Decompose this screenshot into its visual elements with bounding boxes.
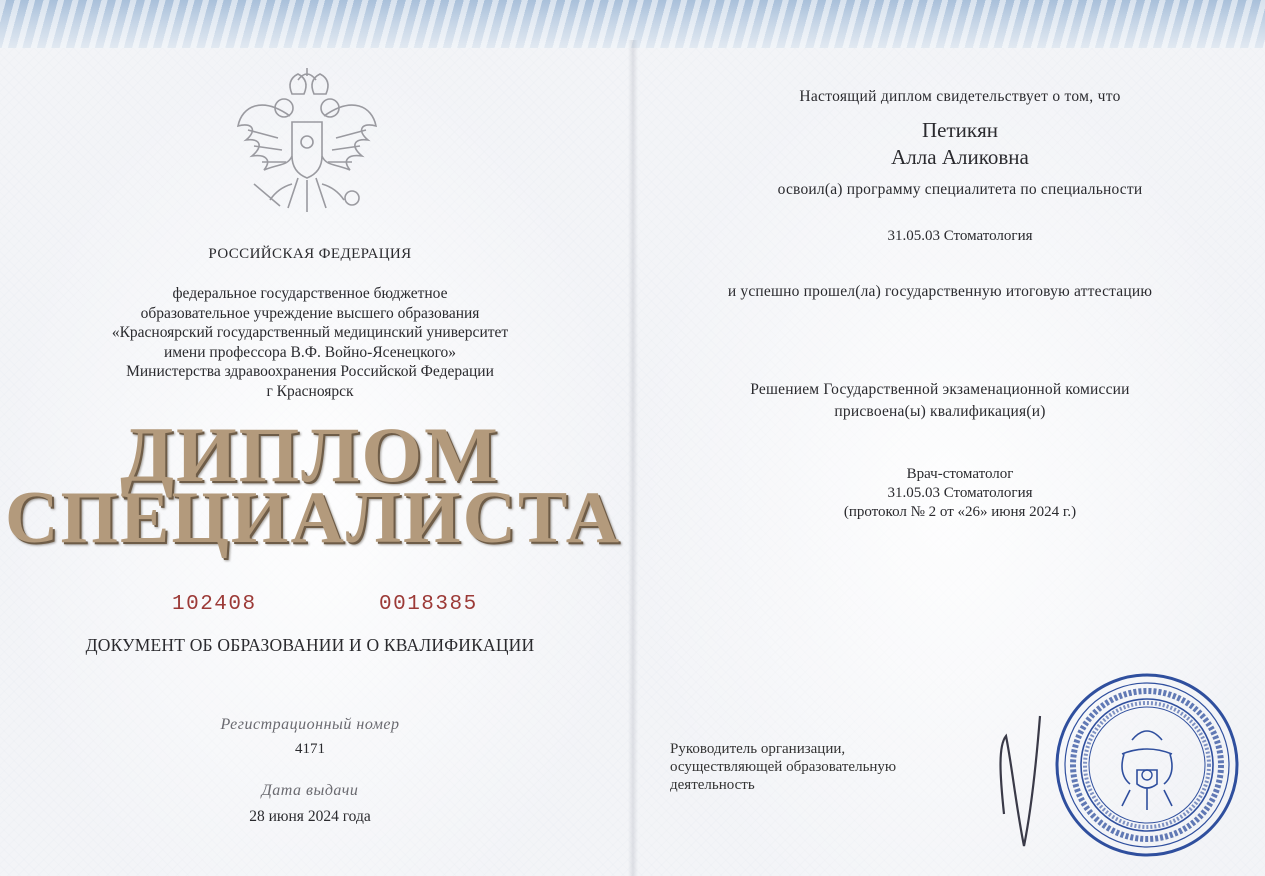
institution-line: образовательное учреждение высшего образования — [140, 304, 480, 322]
graduate-surname: Петикян — [921, 118, 998, 142]
institution-line: г Красноярск — [266, 382, 354, 400]
institution-line: «Красноярский государственный медицинский университет — [111, 324, 509, 341]
page-fold — [628, 40, 638, 876]
diploma-number: 0018385 — [379, 593, 478, 616]
issue-date-label: Дата выдачи — [261, 782, 359, 799]
qualification-line: 31.05.03 Стоматология — [887, 485, 1033, 501]
specialty: 31.05.03 Стоматология — [887, 228, 1033, 244]
diploma-series: 102408 — [172, 593, 257, 616]
attestation-statement: и успешно прошел(ла) государственную итоговую аттестацию — [727, 283, 1153, 300]
head-label-line: деятельность — [670, 777, 755, 793]
registration-number: 4171 — [295, 741, 325, 757]
institution-line: федеральное государственное бюджетное — [172, 285, 448, 302]
qualification-line: Врач-стоматолог — [906, 466, 1014, 482]
institution-name — [60, 284, 560, 401]
diploma-title-line1: ДИПЛОМ — [120, 411, 500, 498]
institution-line: имени профессора В.Ф. Войно-Ясенецкого» — [163, 343, 457, 361]
coat-of-arms-icon — [232, 66, 382, 218]
qualification-assigned: присвоена(ы) квалификация(и) — [834, 403, 1046, 420]
program-statement: освоил(а) программу специалитета по специальности — [777, 181, 1143, 198]
registration-label: Регистрационный номер — [220, 716, 400, 733]
document-type: ДОКУМЕНТ ОБ ОБРАЗОВАНИИ И О КВАЛИФИКАЦИИ — [85, 635, 535, 655]
qualification-block — [770, 465, 1150, 522]
head-label-line: осуществляющей образовательную — [670, 759, 897, 775]
diploma-title-line2: СПЕЦИАЛИСТА — [5, 477, 622, 559]
institution-line: Министерства здравоохранения Российской Федерации — [126, 363, 494, 380]
qualification-line: (протокол № 2 от «26» июня 2024 г.) — [843, 504, 1077, 520]
certifies-text: Настоящий диплом свидетельствует о том, что — [799, 88, 1121, 105]
commission-decision: Решением Государственной экзаменационной комиссии — [750, 381, 1130, 398]
country-name: РОССИЙСКАЯ ФЕДЕРАЦИЯ — [208, 246, 412, 262]
official-seal-icon — [1052, 670, 1242, 860]
graduate-given-names: Алла Аликовна — [891, 145, 1029, 169]
issue-date: 28 июня 2024 года — [249, 808, 371, 825]
head-label-line: Руководитель организации, — [670, 741, 846, 757]
organization-head-label — [670, 740, 970, 794]
